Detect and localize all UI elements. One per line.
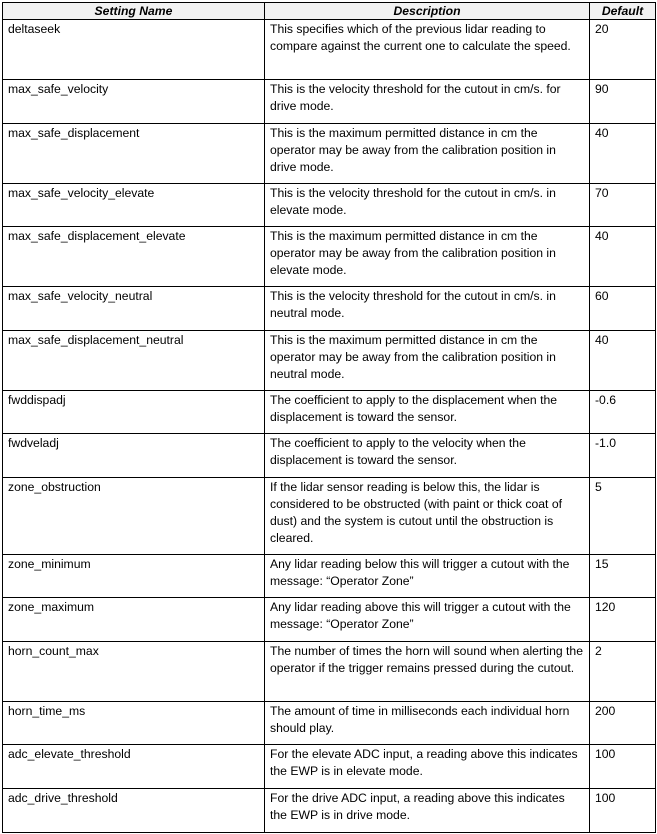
setting-name-cell: zone_obstruction xyxy=(3,478,265,555)
description-cell: Any lidar reading below this will trigger a cutout with the message: “Operator Zone” xyxy=(265,555,590,598)
settings-table xyxy=(2,2,656,833)
setting-name-cell: max_safe_velocity_elevate xyxy=(3,184,265,227)
setting-name-cell: max_safe_displacement_elevate xyxy=(3,227,265,287)
table-row xyxy=(3,287,656,331)
table-row xyxy=(3,227,656,287)
setting-name-cell: max_safe_velocity_neutral xyxy=(3,287,265,331)
default-value-cell: 20 xyxy=(590,20,656,80)
setting-name-cell: zone_minimum xyxy=(3,555,265,598)
description-cell: The amount of time in milliseconds each individual horn should play. xyxy=(265,702,590,745)
default-value-cell: 120 xyxy=(590,598,656,642)
table-row xyxy=(3,391,656,434)
header-setting-name: Setting Name xyxy=(3,3,265,20)
setting-name-cell: adc_drive_threshold xyxy=(3,789,265,833)
description-cell: The coefficient to apply to the displacement when the displacement is toward the sensor. xyxy=(265,391,590,434)
table-row xyxy=(3,80,656,124)
table-row xyxy=(3,331,656,391)
table-row xyxy=(3,20,656,80)
description-cell: This is the maximum permitted distance in cm the operator may be away from the calibration position in elevate mode. xyxy=(265,227,590,287)
default-value-cell: 100 xyxy=(590,745,656,789)
table-row xyxy=(3,598,656,642)
setting-name-cell: fwddispadj xyxy=(3,391,265,434)
description-cell: This specifies which of the previous lidar reading to compare against the current one to calculate the speed. xyxy=(265,20,590,80)
setting-name-cell: max_safe_velocity xyxy=(3,80,265,124)
description-cell: The coefficient to apply to the velocity when the displacement is toward the sensor. xyxy=(265,434,590,478)
description-cell: Any lidar reading above this will trigger a cutout with the message: “Operator Zone” xyxy=(265,598,590,642)
table-row xyxy=(3,124,656,184)
setting-name-cell: max_safe_displacement xyxy=(3,124,265,184)
default-value-cell: 40 xyxy=(590,331,656,391)
description-cell: The number of times the horn will sound when alerting the operator if the trigger remains pressed during the cutout. xyxy=(265,642,590,702)
setting-name-cell: horn_count_max xyxy=(3,642,265,702)
header-description: Description xyxy=(265,3,590,20)
default-value-cell: 90 xyxy=(590,80,656,124)
description-cell: This is the maximum permitted distance in cm the operator may be away from the calibration position in drive mode. xyxy=(265,124,590,184)
description-cell: This is the maximum permitted distance in cm the operator may be away from the calibration position in neutral mode. xyxy=(265,331,590,391)
default-value-cell: -0.6 xyxy=(590,391,656,434)
setting-name-cell: max_safe_displacement_neutral xyxy=(3,331,265,391)
table-row xyxy=(3,478,656,555)
setting-name-cell: zone_maximum xyxy=(3,598,265,642)
default-value-cell: 40 xyxy=(590,124,656,184)
header-row xyxy=(3,3,656,20)
table-row xyxy=(3,745,656,789)
setting-name-cell: deltaseek xyxy=(3,20,265,80)
description-cell: For the elevate ADC input, a reading above this indicates the EWP is in elevate mode. xyxy=(265,745,590,789)
description-cell: For the drive ADC input, a reading above this indicates the EWP is in drive mode. xyxy=(265,789,590,833)
default-value-cell: 70 xyxy=(590,184,656,227)
table-row xyxy=(3,434,656,478)
default-value-cell: 2 xyxy=(590,642,656,702)
default-value-cell: 40 xyxy=(590,227,656,287)
table-row xyxy=(3,184,656,227)
default-value-cell: 200 xyxy=(590,702,656,745)
description-cell: This is the velocity threshold for the cutout in cm/s. for drive mode. xyxy=(265,80,590,124)
table-row xyxy=(3,702,656,745)
default-value-cell: -1.0 xyxy=(590,434,656,478)
default-value-cell: 60 xyxy=(590,287,656,331)
setting-name-cell: horn_time_ms xyxy=(3,702,265,745)
default-value-cell: 5 xyxy=(590,478,656,555)
description-cell: This is the velocity threshold for the cutout in cm/s. in neutral mode. xyxy=(265,287,590,331)
description-cell: This is the velocity threshold for the cutout in cm/s. in elevate mode. xyxy=(265,184,590,227)
default-value-cell: 100 xyxy=(590,789,656,833)
table-row xyxy=(3,642,656,702)
setting-name-cell: adc_elevate_threshold xyxy=(3,745,265,789)
default-value-cell: 15 xyxy=(590,555,656,598)
table-row xyxy=(3,555,656,598)
header-default: Default xyxy=(590,3,656,20)
description-cell: If the lidar sensor reading is below this, the lidar is considered to be obstructed (with paint or thick coat of dust) and the system is cutout until the obstruction is cleared. xyxy=(265,478,590,555)
table-row xyxy=(3,789,656,833)
setting-name-cell: fwdveladj xyxy=(3,434,265,478)
